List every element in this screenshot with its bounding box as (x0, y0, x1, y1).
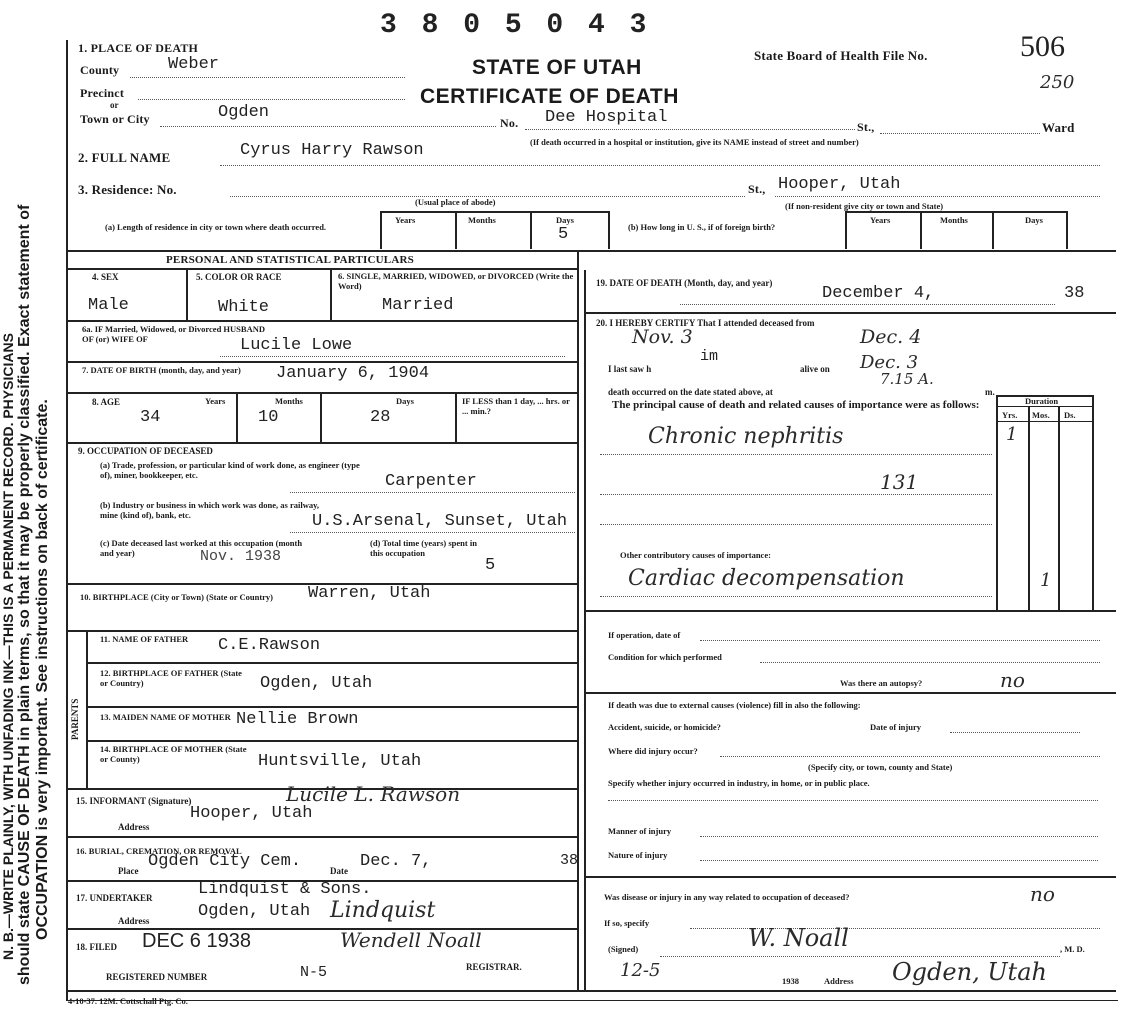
sign-date: 12-5 (620, 960, 661, 981)
occupation-related-value: no (1030, 882, 1055, 906)
full-name-label: 2. FULL NAME (78, 150, 171, 165)
trade-value: Carpenter (385, 472, 477, 491)
hospital-value: Dee Hospital (545, 108, 668, 127)
personal-heading: PERSONAL AND STATISTICAL PARTICULARS (166, 254, 414, 266)
death-time: 7.15 A. (880, 370, 934, 388)
registrar-signature: Wendell Noall (340, 928, 482, 952)
attended-from: Nov. 3 (632, 326, 693, 348)
parents-side-label: PARENTS (70, 698, 80, 740)
file-number: 506 (1020, 30, 1065, 63)
marital-value: Married (382, 296, 454, 315)
age-months: 10 (258, 408, 279, 427)
board-file-label: State Board of Health File No. (754, 48, 928, 63)
informant-address: Hooper, Utah (190, 804, 313, 823)
burial-year: 38 (560, 852, 579, 869)
autopsy-value: no (1000, 668, 1025, 692)
industry-value: U.S.Arsenal, Sunset, Utah (312, 512, 568, 531)
principal-cause: Chronic nephritis (648, 424, 844, 449)
certificate-title: CERTIFICATE OF DEATH (420, 85, 679, 108)
sex-value: Male (88, 296, 129, 315)
undertaker-signature: Lindquist (330, 898, 436, 923)
last-worked-value: Nov. 1938 (200, 548, 282, 565)
age-years: 34 (140, 408, 161, 427)
father-value: C.E.Rawson (218, 636, 321, 655)
death-year: 38 (1064, 284, 1085, 303)
registered-number: N-5 (300, 964, 328, 981)
town-value: Ogden (218, 103, 270, 122)
filed-date: DEC 6 1938 (142, 930, 251, 952)
place-heading: 1. PLACE OF DEATH (78, 41, 199, 55)
mother-birthplace: Huntsville, Utah (258, 752, 422, 771)
undertaker-address: Ogden, Utah (198, 902, 311, 921)
race-value: White (218, 298, 270, 317)
residence-length-label: (a) Length of residence in city or town where death occurred. (105, 222, 327, 232)
precinct-label: Precinct (80, 86, 125, 100)
place-note: (If death occurred in a hospital or institution, give its NAME instead of street and number) (530, 137, 859, 147)
physician-address: Ogden, Utah (892, 958, 1047, 986)
cause-code: 131 (880, 470, 919, 494)
sidebar-line-3: OCCUPATION is very important. See instructions on back of certificate. (34, 399, 51, 940)
town-label: Town or City (80, 112, 150, 126)
state-title: STATE OF UTAH (472, 56, 642, 79)
mother-value: Nellie Brown (236, 710, 359, 729)
attended-to: Dec. 4 (860, 326, 922, 348)
dob-value: January 6, 1904 (276, 364, 430, 383)
sidebar-line-1: N. B.—WRITE PLAINLY, WITH UNFADING INK—THIS IS A PERMANENT RECORD. PHYSICIANS (0, 333, 16, 960)
spouse-value: Lucile Lowe (240, 336, 353, 355)
sidebar-line-2: should state CAUSE OF DEATH in plain terms, so that it may be properly classified. Exact statement of (16, 204, 33, 985)
undertaker-value: Lindquist & Sons. (198, 880, 372, 899)
death-date: December 4, (822, 284, 935, 303)
birthplace-value: Warren, Utah (308, 584, 431, 603)
contributory-duration: 1 (1040, 570, 1052, 591)
age-days: 28 (370, 408, 391, 427)
contributory-cause: Cardiac decompensation (628, 566, 905, 591)
alive-on-date: Dec. 3 (860, 352, 919, 373)
side-number: 250 (1040, 72, 1075, 93)
residence-value: Hooper, Utah (778, 175, 901, 194)
county-label: County (80, 63, 120, 77)
certificate-number: 3 8 0 5 0 4 3 (380, 10, 651, 41)
instruction-sidebar (0, 0, 58, 1018)
father-birthplace: Ogden, Utah (260, 674, 373, 693)
county-value: Weber (168, 55, 220, 74)
full-name-value: Cyrus Harry Rawson (240, 141, 424, 160)
total-time-value: 5 (485, 556, 496, 575)
burial-date: Dec. 7, (360, 852, 432, 871)
burial-place: Ogden City Cem. (148, 852, 302, 871)
printer-footer: 4-10-37. 12M. Cottschall Ptg. Co. (68, 996, 188, 1006)
principal-cause-duration: 1 (1006, 424, 1018, 445)
residence-days: 5 (558, 225, 569, 244)
informant-signature: Lucile L. Rawson (286, 782, 461, 806)
residence-label: 3. Residence: No. (78, 182, 177, 197)
physician-signature: W. Noall (748, 924, 849, 952)
